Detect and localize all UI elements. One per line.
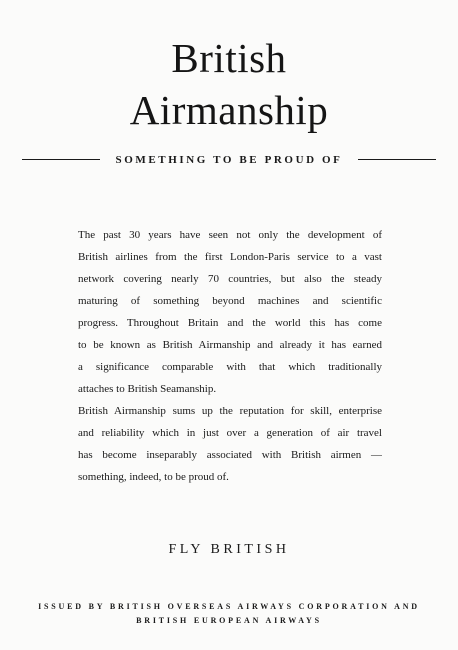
paragraph-1-line: progress. Throughout Britain and the world this has come — [78, 317, 382, 329]
paragraph-2-line: has become inseparably associated with British airmen — — [78, 449, 382, 461]
paragraph-1-line: a significance comparable with that which traditionally — [78, 361, 382, 373]
paragraph-1 — [78, 224, 382, 400]
body-copy — [78, 224, 382, 488]
subtitle-row — [22, 150, 436, 170]
headline-line-1: British — [171, 35, 287, 81]
issuer-footer — [0, 600, 458, 628]
paragraph-1-line: British airlines from the first London-Paris service to a vast — [78, 251, 382, 263]
paragraph-1-line: The past 30 years have seen not only the development of — [78, 229, 382, 241]
paragraph-1-line: maturing of something beyond machines and scientific — [78, 295, 382, 307]
paragraph-1-line: to be known as British Airmanship and already it has earned — [78, 339, 382, 351]
footer-line-1: ISSUED BY BRITISH OVERSEAS AIRWAYS CORPORATION AND — [38, 602, 420, 611]
paragraph-2-line: British Airmanship sums up the reputation for skill, enterprise — [78, 405, 382, 417]
subtitle-rule-left — [22, 159, 100, 160]
subtitle: SOMETHING TO BE PROUD OF — [115, 154, 343, 166]
paragraph-2 — [78, 400, 382, 488]
slogan: FLY BRITISH — [168, 542, 290, 557]
paragraph-1-line: attaches to British Seamanship. — [78, 383, 217, 395]
headline-line-2: Airmanship — [129, 87, 329, 133]
footer-line-2: BRITISH EUROPEAN AIRWAYS — [136, 616, 322, 625]
paragraph-1-line: network covering nearly 70 countries, but also the steady — [78, 273, 382, 285]
paragraph-2-line: something, indeed, to be proud of. — [78, 471, 229, 483]
paragraph-2-line: and reliability which in just over a generation of air travel — [78, 427, 382, 439]
subtitle-rule-right — [358, 159, 436, 160]
